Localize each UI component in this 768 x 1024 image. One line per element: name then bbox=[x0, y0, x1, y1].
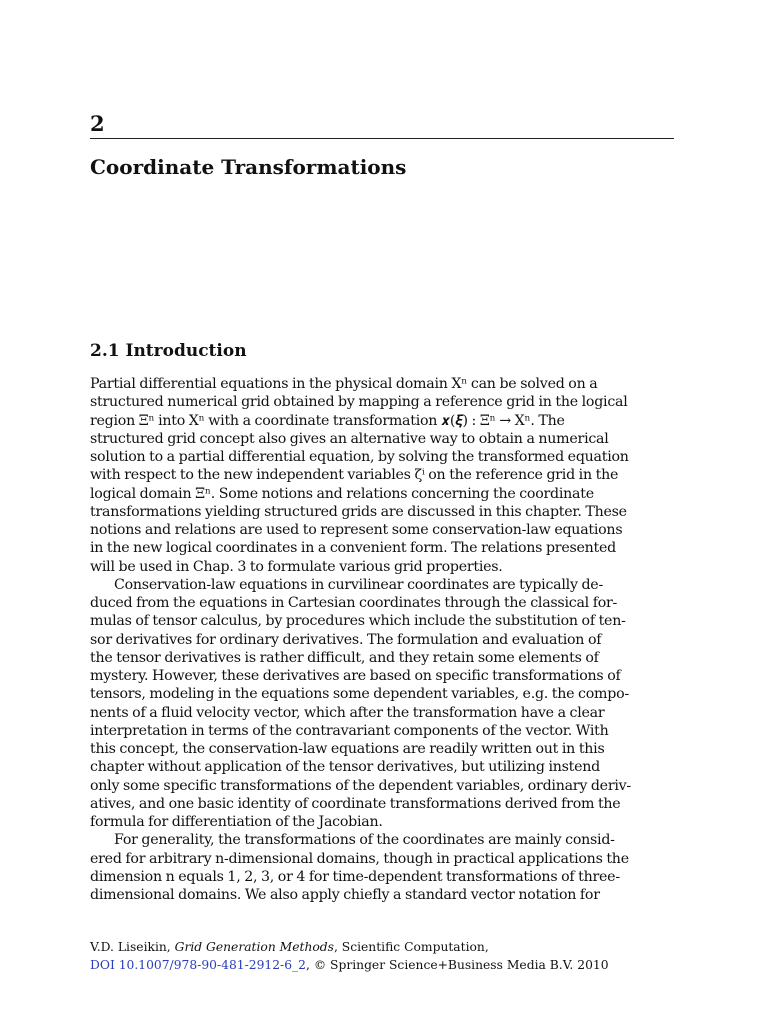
doi-link[interactable]: DOI 10.1007/978-90-481-2912-6_2 bbox=[90, 958, 307, 972]
citation-series: , Scientific Computation, bbox=[333, 940, 489, 954]
body-text bbox=[90, 375, 674, 904]
chapter-number: 2 bbox=[90, 111, 105, 136]
citation-book-title: Grid Generation Methods bbox=[174, 940, 334, 954]
citation-line-1 bbox=[90, 938, 674, 956]
paragraph: Conservation-law equations in curvilinear coordinates are typically de- duced from the equations in Cartesian coordinates through the classical for- mulas of tensor calculus, by procedures which include the substitution of ten- sor derivatives for ordinary derivatives. The formulation and evaluation of the tensor derivatives is rather difficult, and they retain some elements of mystery. However, these derivatives are based on specific transformations of tensors, modeling in the equations some dependent variables, e.g. the compo- nents of a fluid velocity vector, which after the transformation have a clear interpretation in terms of the contravariant components of the vector. With this concept, the conservation-law equations are readily written out in this chapter without application of the tensor derivatives, but utilizing instend only some specific transformations of the dependent variables, ordinary deriv- atives, and one basic identity of coordinate transformations derived from the formula for differentiation of the Jacobian. bbox=[90, 576, 631, 830]
section-heading: 2.1 Introduction bbox=[90, 341, 247, 361]
paragraph: Partial differential equations in the physical domain Xⁿ can be solved on a structured numerical grid obtained by mapping a reference grid in the logical region Ξⁿ into Xⁿ with a coordinate transformation 𝒙(𝝃) : Ξⁿ → Xⁿ. The structured grid concept also gives an alternative way to obtain a numerical solution to a partial differential equation, by solving the transformed equation with respect to the new independent variables ζⁱ on the reference grid in the logical domain Ξⁿ. Some notions and relations concerning the coordinate transformations yielding structured grids are discussed in this chapter. These notions and relations are used to represent some conservation-law equations in the new logical coordinates in a convenient form. The relations presented will be used in Chap. 3 to formulate various grid properties. bbox=[90, 376, 629, 575]
citation-author: V.D. Liseikin, bbox=[90, 940, 175, 954]
page bbox=[90, 0, 674, 1024]
chapter-rule bbox=[90, 138, 674, 139]
citation-line-2 bbox=[90, 956, 674, 974]
chapter-title: Coordinate Transformations bbox=[90, 155, 407, 179]
footnote-citation bbox=[90, 938, 674, 974]
paragraph: For generality, the transformations of the coordinates are mainly consid- ered for arbitrary n-dimensional domains, though in practical applications the dimension n equals 1, 2, 3, or 4 for time-dependent transformations of three- dimensional domains. We also apply chiefly a standard vector notation for bbox=[90, 832, 629, 903]
citation-copyright: , © Springer Science+Business Media B.V. 2010 bbox=[306, 958, 609, 972]
